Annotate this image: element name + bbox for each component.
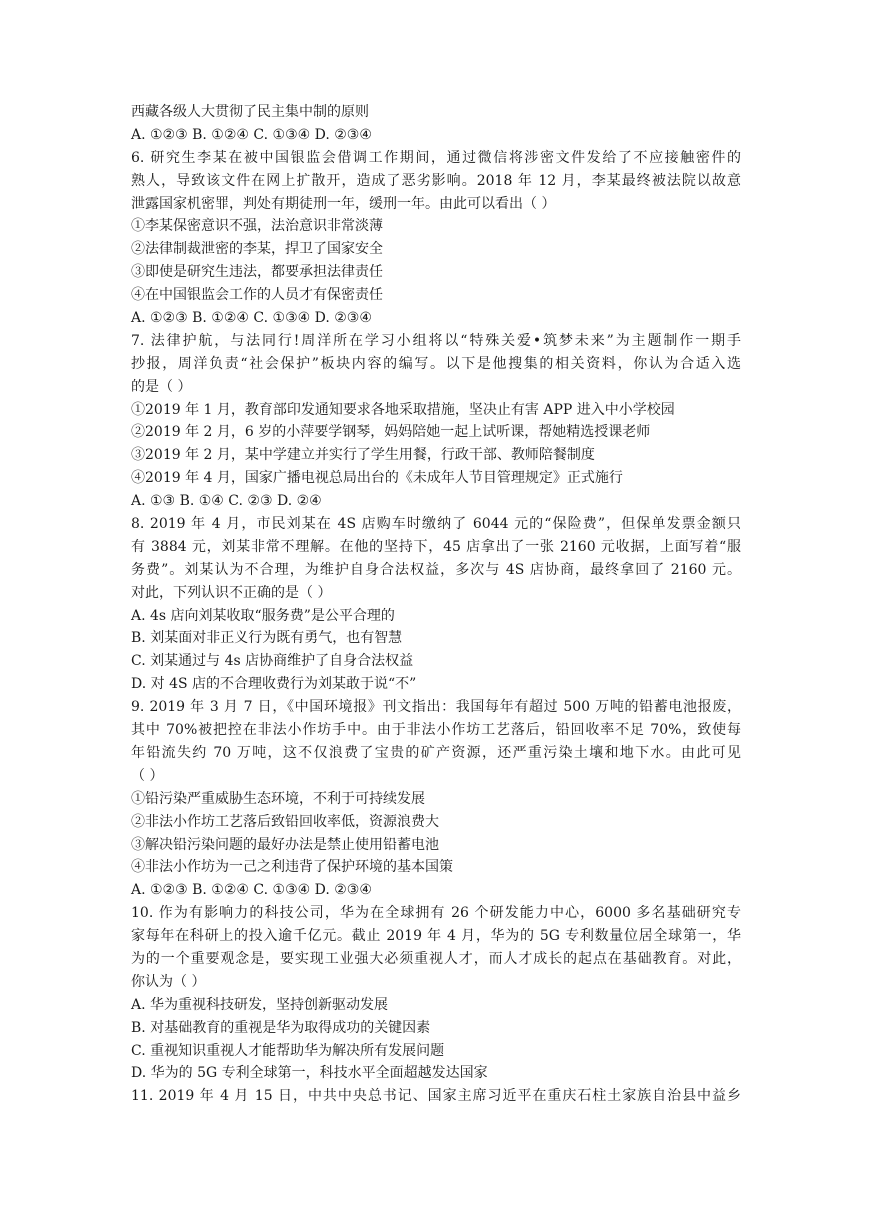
document-body bbox=[131, 101, 741, 1108]
text-line: A. 华为重视科技研发，坚持创新驱动发展 bbox=[131, 996, 389, 1013]
text-line: 7. 法律护航，与法同行!周洋所在学习小组将以“特殊关爱•筑梦未来”为主题制作一期手 bbox=[131, 332, 741, 349]
text-line: 6. 研究生李某在被中国银监会借调工作期间，通过微信将涉密文件发给了不应接触密件的 bbox=[131, 149, 741, 166]
text-line: 10. 作为有影响力的科技公司，华为在全球拥有 26 个研发能力中心，6000 多名基础研究专 bbox=[131, 905, 741, 922]
text-line: D. 对 4S 店的不合理收费行为刘某敢于说“不” bbox=[131, 676, 417, 693]
text-line: ③2019 年 2 月，某中学建立并实行了学生用餐，行政干部、教师陪餐制度 bbox=[131, 447, 595, 464]
text-line: 熟人，导致该文件在网上扩散开，造成了恶劣影响。2018 年 12 月，李某最终被法院以故意 bbox=[131, 172, 741, 189]
text-line: 年铅流失约 70 万吨，这不仅浪费了宝贵的矿产资源，还严重污染土壤和地下水。由此可见 bbox=[131, 744, 741, 761]
text-line: 西藏各级人大贯彻了民主集中制的原则 bbox=[131, 104, 369, 120]
text-line: ④2019 年 4 月，国家广播电视总局出台的《未成年人节目管理规定》正式施行 bbox=[131, 470, 623, 487]
text-line: 对此，下列认识不正确的是（ ） bbox=[131, 584, 332, 601]
text-line: ②2019 年 2 月，6 岁的小萍要学钢琴，妈妈陪她一起上试听课，帮她精选授课老师 bbox=[131, 424, 651, 441]
text-line: ②法律制裁泄密的李某，捍卫了国家安全 bbox=[131, 241, 383, 258]
text-line: 9. 2019 年 3 月 7 日，《中国环境报》刊文指出：我国每年有超过 500 万吨的铅蓄电池报废， bbox=[131, 699, 741, 716]
text-line: C. 刘某通过与 4s 店协商维护了自身合法权益 bbox=[131, 653, 414, 670]
text-line: ④非法小作坊为一己之利违背了保护环境的基本国策 bbox=[131, 859, 453, 876]
text-line: 泄露国家机密罪，判处有期徒刑一年，缓刑一年。由此可以看出（ ） bbox=[131, 195, 556, 212]
text-line: D. 华为的 5G 专利全球第一，科技水平全面超越发达国家 bbox=[131, 1065, 488, 1082]
text-line: 11. 2019 年 4 月 15 日，中共中央总书记、国家主席习近平在重庆石柱土家族自治县中益乡 bbox=[131, 1088, 741, 1105]
text-line: ①2019 年 1 月，教育部印发通知要求各地采取措施，坚决止有害 APP 进入中小学校园 bbox=[131, 401, 675, 418]
text-line: 8. 2019 年 4 月，市民刘某在 4S 店购车时缴纳了 6044 元的“保险费”，但保单发票金额只 bbox=[131, 516, 741, 533]
text-line: （ ） bbox=[131, 767, 164, 784]
text-line: ④在中国银监会工作的人员才有保密责任 bbox=[131, 287, 383, 304]
text-line: 抄报，周洋负责“社会保护”板块内容的编写。以下是他搜集的相关资料，你认为合适入选 bbox=[131, 355, 741, 372]
text-line: ①李某保密意识不强，法治意识非常淡薄 bbox=[131, 218, 383, 235]
text-line: 的是（ ） bbox=[131, 378, 192, 395]
text-line: 家每年在科研上的投入逾千亿元。截止 2019 年 4 月，华为的 5G 专利数量位居全球第一，华 bbox=[131, 928, 741, 945]
text-line: ②非法小作坊工艺落后致铅回收率低，资源浪费大 bbox=[131, 813, 439, 830]
text-line: C. 重视知识重视人才能帮助华为解决所有发展问题 bbox=[131, 1042, 445, 1059]
text-line: A. ①②③ B. ①②④ C. ①③④ D. ②③④ bbox=[131, 882, 372, 899]
text-line: 其中 70%被把控在非法小作坊手中。由于非法小作坊工艺落后，铅回收率不足 70%，致使每 bbox=[131, 722, 741, 739]
text-line: 为的一个重要观念是，要实现工业强大必须重视人才，而人才成长的起点在基础教育。对此， bbox=[131, 950, 741, 967]
text-line: ①铅污染严重威胁生态环境，不利于可持续发展 bbox=[131, 790, 425, 807]
text-line: A. ①②③ B. ①②④ C. ①③④ D. ②③④ bbox=[131, 126, 372, 143]
text-line: A. 4s 店向刘某收取“服务费”是公平合理的 bbox=[131, 607, 395, 624]
text-line: B. 刘某面对非正义行为既有勇气，也有智慧 bbox=[131, 630, 403, 647]
text-line: 务费”。刘某认为不合理，为维护自身合法权益，多次与 4S 店协商，最终拿回了 2160 元。 bbox=[131, 561, 741, 578]
text-line: A. ①③ B. ①④ C. ②③ D. ②④ bbox=[131, 493, 322, 510]
text-line: ③解决铅污染问题的最好办法是禁止使用铅蓄电池 bbox=[131, 836, 439, 853]
text-line: 有 3884 元，刘某非常不理解。在他的坚持下，45 店拿出了一张 2160 元收据，上面写着“服 bbox=[131, 538, 741, 555]
text-line: ③即使是研究生违法，都要承担法律责任 bbox=[131, 264, 383, 281]
text-line: A. ①②③ B. ①②④ C. ①③④ D. ②③④ bbox=[131, 310, 372, 327]
text-line: B. 对基础教育的重视是华为取得成功的关键因素 bbox=[131, 1019, 431, 1036]
text-line: 你认为（ ） bbox=[131, 973, 206, 990]
